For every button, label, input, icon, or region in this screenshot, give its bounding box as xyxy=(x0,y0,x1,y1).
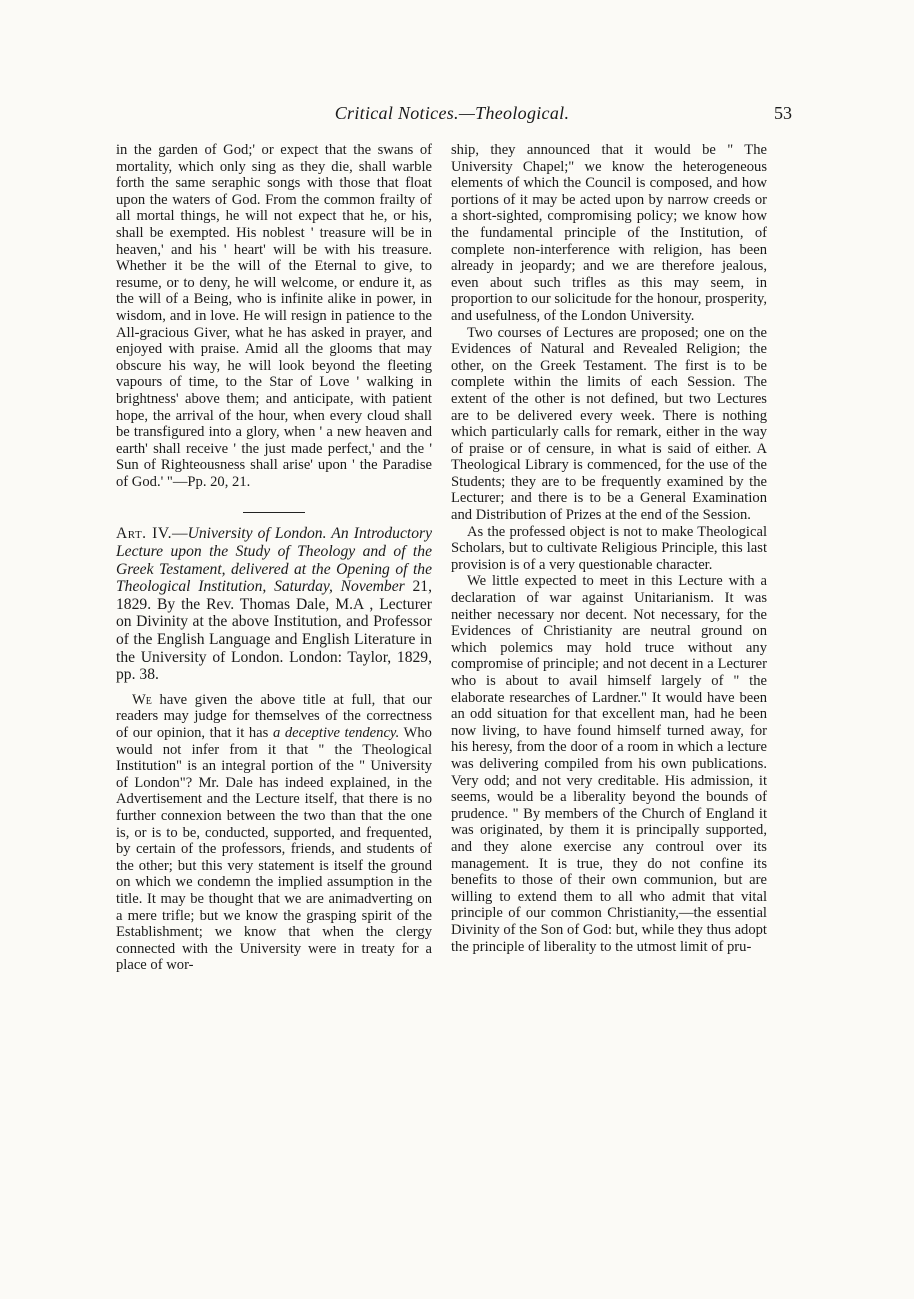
page-number: 53 xyxy=(774,103,792,123)
review-paragraph: We have given the above title at full, that our readers may judge for themselves of the correctness of our opinion, that it has a deceptive tendency. Who would not infer from it that " the Theological Institution" is an integral portion of the " University of London"? Mr. Dale has indeed explained, in the Advertisement and the Lecture itself, that there is no further connexion between the two than that the one is, or is to be, conducted, supported, and frequented, by certain of the professors, friends, and students of the other; but this very statement is itself the ground on which we condemn the implied assumption in the title. It may be thought that we are animadverting on a mere trifle; but we know the grasping spirit of the Establishment; we know that when the clergy connected with the University were in treaty for a place of wor- xyxy=(116,691,432,974)
article-label: Art. IV. xyxy=(116,525,173,543)
paragraph-chapel: ship, they announced that it would be " The University Chapel;" we know the heterogeneous elements of which the Council is composed, and how portions of it may be acted upon by narrow creeds or a short-sighted, compromising policy; we know how the fundamental principle of the Institution, of complete non-interference with religion, has been already in jeopardy; and we are therefore jealous, even about such trifles as this may seem, in proportion to our solicitude for the honour, prosperity, and usefulness, of the London University. xyxy=(451,142,767,324)
review-continuation-paragraph: in the garden of God;' or expect that the swans of mortality, which only sing as they die, shall warble forth the same seraphic songs with those that float upon the waters of God. From the common frailty of all mortal things, he will not expect that he, or his, shall be exempted. His noblest ' treasure will be in heaven,' and his ' heart' will be with his treasure. Whether it be the will of the Eternal to give, to resume, or to deny, he will welcome, or endure it, as the will of a Being, who is infinite alike in power, in wisdom, and in love. He will resign in patience to the All-gracious Giver, what he has asked in prayer, and enjoyed with praise. Amid all the glooms that may obscure his way, he will look beyond the fleeting vapours of time, to the Star of Love ' walking in brightness' above them; and anticipate, with patient hope, the arrival of the hour, when every cloud shall be transfigured into a glory, when ' a new heaven and earth' shall receive ' the just made perfect,' and the ' Sun of Righteousness shall arise' upon ' the Paradise of God.' "—Pp. 20, 21. xyxy=(116,142,432,490)
emphasis-phrase: a deceptive tendency. xyxy=(272,725,400,741)
section-divider xyxy=(243,512,305,513)
running-title: Critical Notices.—Theological. xyxy=(334,103,570,123)
article-heading: Art. IV.—University of London. An Introductory Lecture upon the Study of Theology and of the Greek Testament, delivered at the Opening of the Theological Institution, Saturday, November 21, 1829. By the Rev. Thomas Dale, M.A , Lecturer on Divinity at the above Institution, and Professor of the English Language and English Literature in the University of London. London: Taylor, 1829, pp. 38. xyxy=(116,525,432,684)
paragraph-object: As the professed object is not to make Theological Scholars, but to cultivate Religious Principle, this last provision is of a very questionable character. xyxy=(451,523,767,573)
paragraph-lectures: Two courses of Lectures are proposed; one on the Evidences of Natural and Revealed Religion; the other, on the Greek Testament. The first is to be complete within the limits of each Session. The extent of the other is not defined, but two Lectures are to be delivered every week. There is nothing which particularly calls for remark, either in the way of praise or of censure, in what is said of either. A Theological Library is commenced, for the use of the Students; they are to be frequently examined by the Lecturer; and there is to be a General Examination and Distribution of Prizes at the end of the Session. xyxy=(451,324,767,524)
drop-word: We xyxy=(132,691,152,708)
article-bibliographic-details: 21, 1829. By the Rev. Thomas Dale, M.A , Lecturer on Divinity at the above Institution, and Professor of the English Language and English Literature in the University of London. London: Taylor, 1829, pp. 38. xyxy=(116,578,432,684)
paragraph-unitarianism: We little expected to meet in this Lecture with a declaration of war against Unitarianism. It was neither necessary nor decent. Not necessary, for the Evidences of Christianity are neutral ground on which polemics may hold truce without any compromise of principle; and not decent in a Lecturer who is about to avail himself largely of " the elaborate researches of Lardner." It would have been an odd situation for that excellent man, had he been now living, to have found himself turned away, for his heresy, from the door of a room in which a lecture was delivering compiled from his own publications. Very odd; and not very creditable. His admission, it seems, would be a liberality beyond the bounds of prudence. " By members of the Church of England it was originated, by them it is principally supported, and they alone exercise any controul over its management. It is true, they do not confine its benefits to those of their own communion, but are willing to extend them to all who admit that vital principle of our common Christianity,—the essential Divinity of the Son of God: but, while they thus adopt the principle of liberality to the utmost limit of pru- xyxy=(451,573,767,955)
left-column xyxy=(116,142,432,974)
right-column xyxy=(451,142,767,955)
article-title: University of London. An Introductory Lecture upon the Study of Theology and of the Greek Testament, delivered at the Opening of the Theological Institution, Saturday, November xyxy=(116,525,432,596)
running-header xyxy=(112,103,792,129)
